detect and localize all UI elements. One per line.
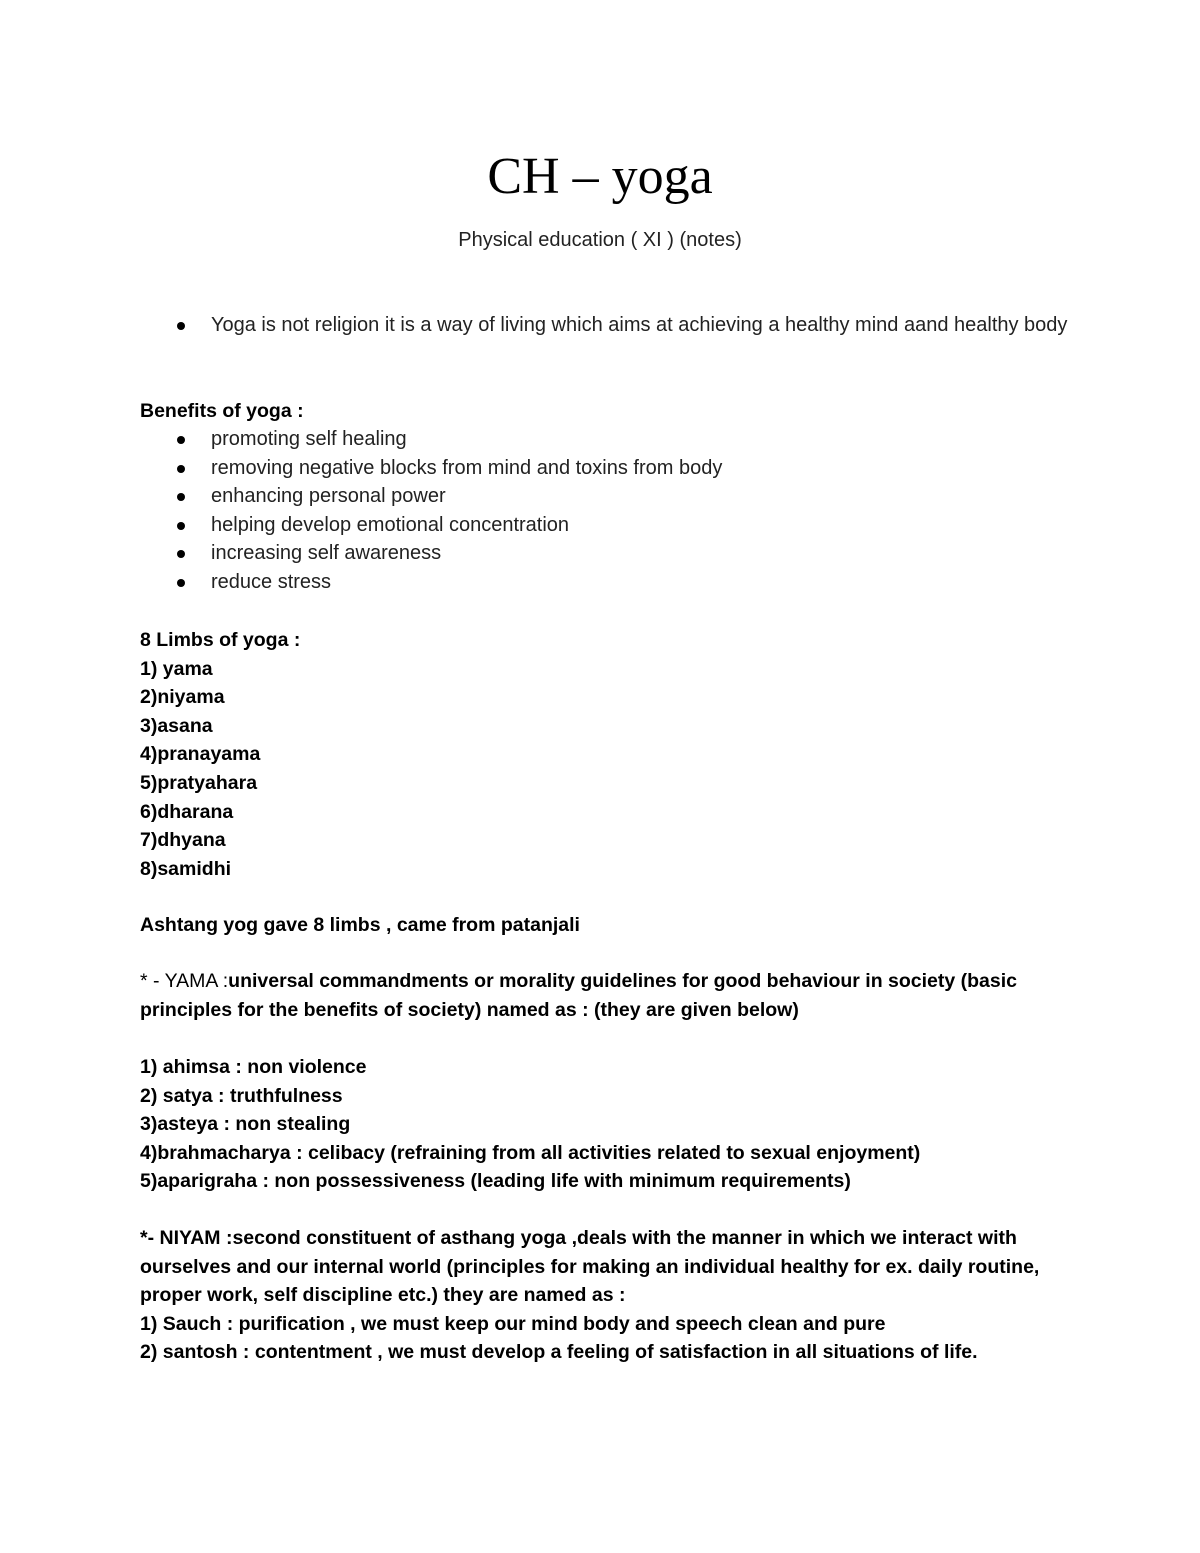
limb-item: 7)dhyana [140, 829, 226, 852]
benefit-item: helping develop emotional concentration [140, 511, 1070, 540]
yama-list [140, 1053, 1070, 1196]
benefits-list [140, 425, 1070, 597]
yama-item: 1) ahimsa : non violence [140, 1056, 367, 1078]
limb-item: 4)pranayama [140, 743, 261, 766]
yama-item: 4)brahmacharya : celibacy (refraining from all activities related to sexual enjoyment) [140, 1141, 921, 1164]
niyam-item: 1) Sauch : purification , we must keep our mind body and speech clean and pure [140, 1312, 886, 1335]
intro-list [140, 311, 1070, 340]
niyam-item: 2) santosh : contentment , we must develop a feeling of satisfaction in all situations of life. [140, 1341, 978, 1364]
yama-colon: : [222, 970, 229, 992]
benefit-item: increasing self awareness [140, 539, 1070, 568]
page-title: CH – yoga [487, 148, 713, 205]
limbs-section [140, 626, 1070, 883]
yama-item: 5)aparigraha : non possessiveness (leading life with minimum requirements) [140, 1170, 851, 1193]
yama-item: 2) satya : truthfulness [140, 1084, 343, 1107]
niyam-section [140, 1224, 1070, 1367]
limb-item: 2)niyama [140, 686, 225, 709]
ashtang-note: Ashtang yog gave 8 limbs , came from patanjali [140, 914, 580, 936]
yama-prefix: * - YAMA [140, 970, 223, 992]
benefit-item: reduce stress [140, 568, 1070, 597]
page-subtitle: Physical education ( XI ) (notes) [458, 229, 742, 251]
benefit-item: removing negative blocks from mind and toxins from body [140, 454, 1070, 483]
limb-item: 1) yama [140, 657, 213, 680]
benefit-item: enhancing personal power [140, 482, 1070, 511]
limb-item: 6)dharana [140, 800, 234, 823]
yama-paragraph [140, 967, 1070, 1024]
benefit-item: promoting self healing [140, 425, 1070, 454]
limbs-heading: 8 Limbs of yoga : [140, 629, 301, 651]
intro-bullet: Yoga is not religion it is a way of living which aims at achieving a healthy mind aand healthy body [140, 311, 1070, 340]
limb-item: 3)asana [140, 714, 213, 737]
limb-item: 8)samidhi [140, 857, 232, 880]
yama-item: 3)asteya : non stealing [140, 1113, 351, 1136]
benefits-heading: Benefits of yoga : [140, 400, 304, 422]
niyam-description: *- NIYAM :second constituent of asthang yoga ,deals with the manner in which we interact with ourselves and our internal world (principles for making an individual healthy for ex. daily routine, proper work, self discipline etc.) they are named as : [140, 1227, 1040, 1307]
limb-item: 5)pratyahara [140, 771, 258, 794]
yama-description: universal commandments or morality guidelines for good behaviour in society (basic principles for the benefits of society) named as : (they are given below) [140, 970, 1018, 1021]
